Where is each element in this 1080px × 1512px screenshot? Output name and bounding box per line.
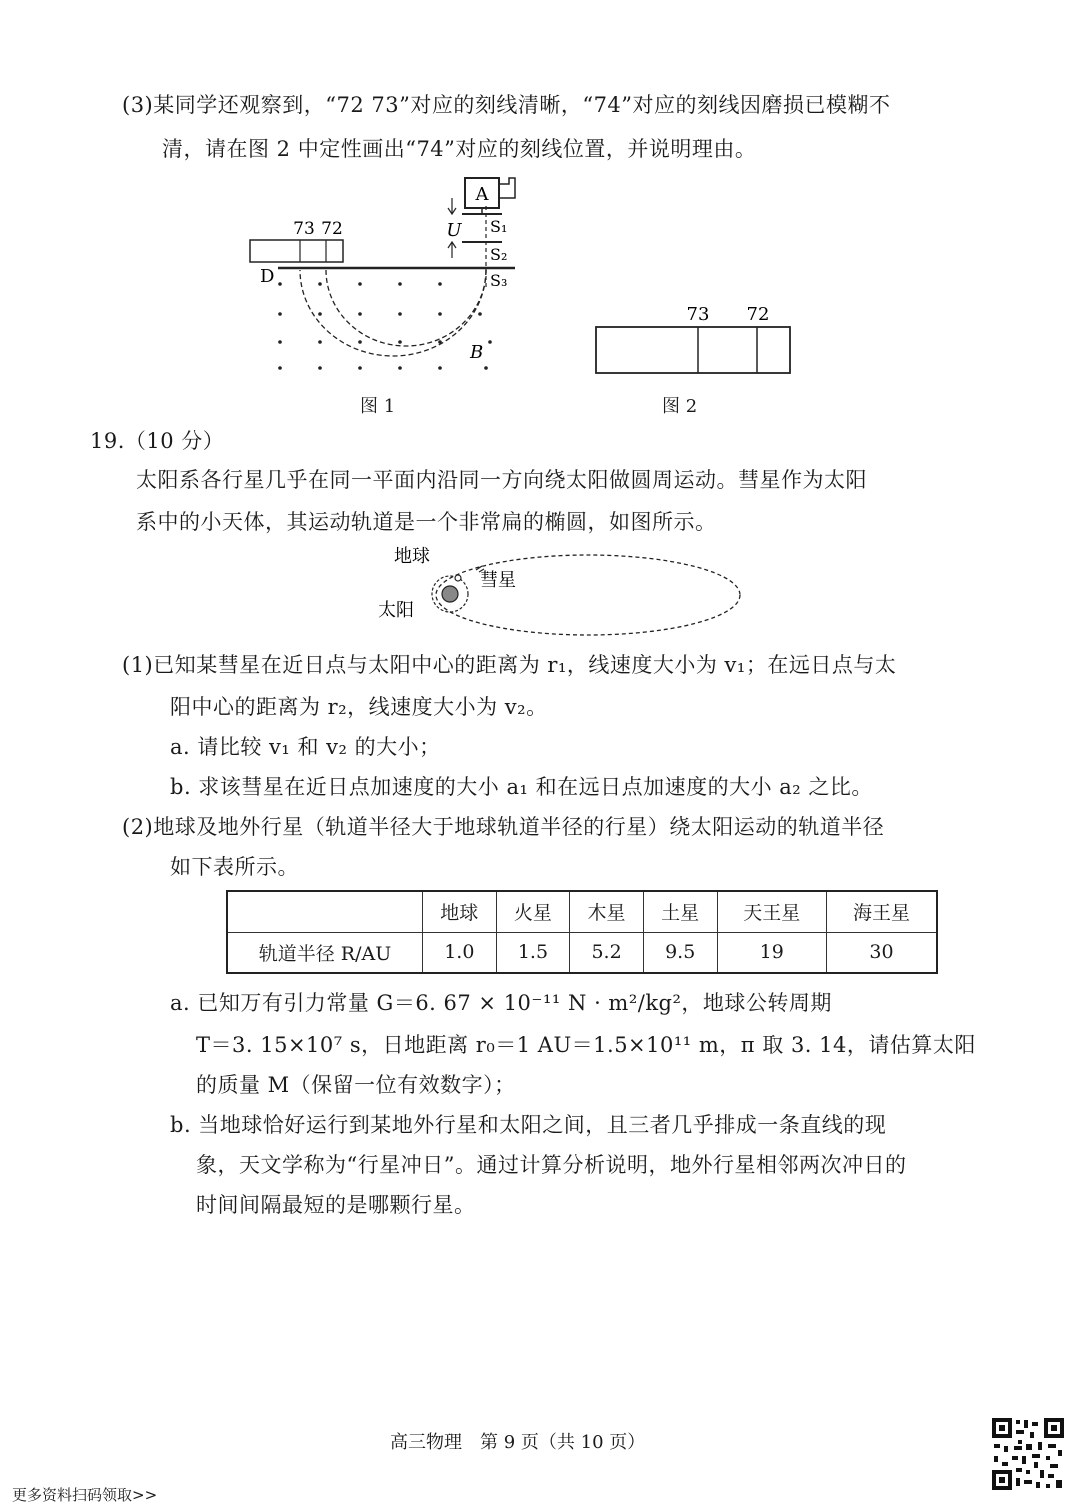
qr-code-icon[interactable] xyxy=(990,1416,1066,1492)
table-cell: 轨道半径 R/AU xyxy=(227,932,423,973)
page-footer: 高三物理 第 9 页（共 10 页） xyxy=(390,1432,646,1453)
figure-1-spectrometer xyxy=(240,170,540,370)
table-header-cell xyxy=(227,891,423,932)
q19-part2-b-line3: 时间间隔最短的是哪颗行星。 xyxy=(196,1193,476,1217)
q19-part2-a-line1: a. 已知万有引力常量 G＝6. 67 × 10⁻¹¹ N · m²/kg²，地球公转周期 xyxy=(170,991,832,1015)
q19-intro-line1: 太阳系各行星几乎在同一平面内沿同一方向绕太阳做圆周运动。彗星作为太阳 xyxy=(136,468,867,492)
label-earth: 地球 xyxy=(394,546,430,567)
q18-part3-line2: 清，请在图 2 中定性画出“74”对应的刻线位置，并说明理由。 xyxy=(162,137,757,161)
table-cell: 1.0 xyxy=(423,932,497,973)
q19-part2-line1: (2)地球及地外行星（轨道半径大于地球轨道半径的行星）绕太阳运动的轨道半径 xyxy=(122,815,885,839)
q19-part1-b: b. 求该彗星在近日点加速度的大小 a₁ 和在远日点加速度的大小 a₂ 之比。 xyxy=(170,775,873,799)
table-cell: 30 xyxy=(827,932,938,973)
tick-label-73: 73 xyxy=(293,219,315,239)
table-cell: 1.5 xyxy=(496,932,570,973)
figure-2-caption: 图 2 xyxy=(662,396,698,417)
q19-part2-a-line3: 的质量 M（保留一位有效数字）； xyxy=(196,1073,516,1097)
sun-icon xyxy=(442,586,458,602)
q19-intro-line2: 系中的小天体，其运动轨道是一个非常扁的椭圆，如图所示。 xyxy=(136,510,717,534)
figure-1-caption: 图 1 xyxy=(360,396,396,417)
scale-ruler-fig1 xyxy=(250,240,343,262)
table-header-row xyxy=(227,891,937,932)
q19-part2-b-line2: 象，天文学称为“行星冲日”。通过计算分析说明，地外行星相邻两次冲日的 xyxy=(196,1153,907,1177)
label-b: B xyxy=(470,342,484,363)
fig2-tick-label-72: 72 xyxy=(746,304,770,325)
label-a: A xyxy=(475,184,489,205)
q19-part1-a: a. 请比较 v₁ 和 v₂ 的大小； xyxy=(170,735,441,759)
promo-text: 更多资料扫码领取>> xyxy=(12,1486,158,1504)
earth-icon xyxy=(455,575,461,581)
table-header-cell: 木星 xyxy=(570,891,644,932)
table-header-cell: 地球 xyxy=(423,891,497,932)
label-comet: 彗星 xyxy=(480,570,516,591)
label-sun: 太阳 xyxy=(378,600,414,621)
source-connector xyxy=(499,178,515,198)
table-row xyxy=(227,932,937,973)
label-u: U xyxy=(446,220,462,241)
comet-orbit-figure xyxy=(370,538,750,642)
table-header-cell: 土星 xyxy=(643,891,717,932)
comet-orbit xyxy=(436,555,740,635)
q19-part2-b-line1: b. 当地球恰好运行到某地外行星和太阳之间，且三者几乎排成一条直线的现 xyxy=(170,1113,887,1137)
tick-label-72: 72 xyxy=(321,219,343,239)
magnetic-field-dots xyxy=(278,282,492,370)
table-cell: 19 xyxy=(717,932,827,973)
table-cell: 9.5 xyxy=(643,932,717,973)
label-s2: S₂ xyxy=(490,245,508,264)
q19-part2-line2: 如下表所示。 xyxy=(170,855,299,879)
table-header-cell: 海王星 xyxy=(827,891,938,932)
trajectory-72 xyxy=(326,270,486,346)
fig2-ruler-box xyxy=(596,327,790,373)
label-s3: S₃ xyxy=(490,271,508,290)
q19-part1-line1: (1)已知某彗星在近日点与太阳中心的距离为 r₁，线速度大小为 v₁；在远日点与太 xyxy=(122,653,897,677)
q19-part1-line2: 阳中心的距离为 r₂，线速度大小为 v₂。 xyxy=(170,695,548,719)
table-cell: 5.2 xyxy=(570,932,644,973)
orbit-radius-table xyxy=(226,890,938,974)
q19-part2-a-line2: T＝3. 15×10⁷ s，日地距离 r₀＝1 AU＝1.5×10¹¹ m，π 取 3. 14，请估算太阳 xyxy=(196,1033,976,1057)
q18-part3-line1: (3)某同学还观察到，“72 73”对应的刻线清晰，“74”对应的刻线因磨损已模糊不 xyxy=(122,93,891,117)
figure-2-ruler xyxy=(590,298,800,382)
label-d: D xyxy=(260,266,275,287)
fig2-tick-label-73: 73 xyxy=(686,304,710,325)
table-header-cell: 火星 xyxy=(496,891,570,932)
q19-number: 19.（10 分） xyxy=(90,429,225,453)
label-s1: S₁ xyxy=(490,217,508,236)
table-header-cell: 天王星 xyxy=(717,891,827,932)
trajectory-73 xyxy=(300,270,486,356)
